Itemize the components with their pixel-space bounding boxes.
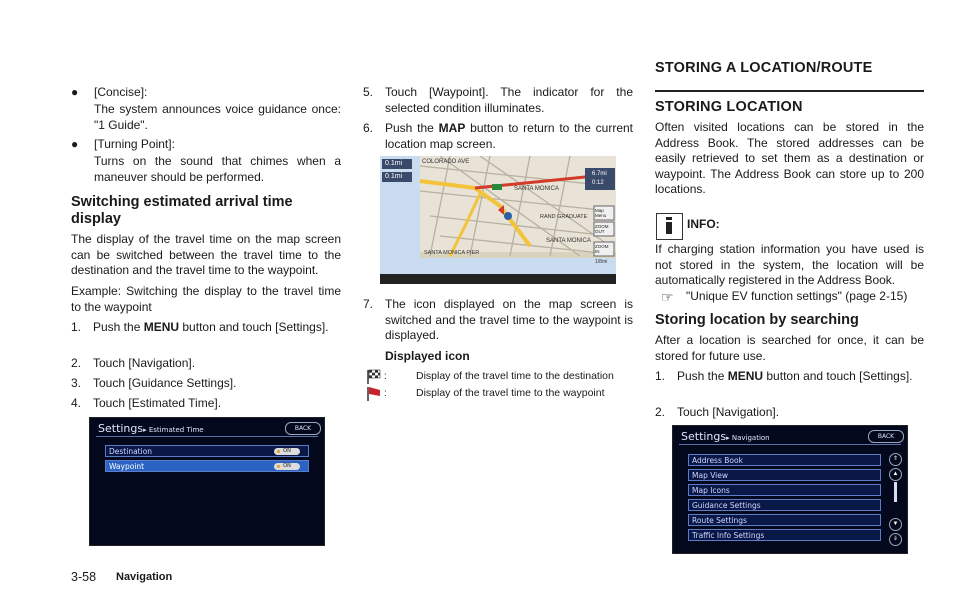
street-label: SANTA MONICA	[514, 186, 559, 192]
back-button: BACK	[868, 430, 904, 443]
street-label: SANTA MONICA PIER	[424, 250, 480, 256]
bullet-dot: ●	[71, 137, 79, 151]
step-1: Push the MENU button and touch [Settings].	[93, 320, 329, 334]
map-image	[380, 156, 616, 284]
footer-section: Navigation	[116, 571, 173, 583]
step-7: The icon displayed on the map screen is switched and the travel time to the waypoint is displayed.	[385, 297, 633, 343]
map-screenshot	[380, 156, 616, 284]
step-number: 5.	[363, 85, 374, 99]
street-label: RAND GRADUATE	[540, 214, 588, 220]
street-label: COLORADO AVE	[422, 159, 470, 165]
step-number: 1.	[655, 369, 666, 383]
distance-label: 0.1mi	[385, 173, 403, 180]
menu-row-traffic-info: Traffic Info Settings	[688, 529, 881, 541]
heading-storing-by-search: Storing location by searching	[655, 312, 859, 328]
scroll-down-icon: ▼	[889, 518, 902, 531]
scroll-bottom-icon: ⇓	[889, 533, 902, 546]
step-number: 2.	[655, 405, 666, 419]
section-title: STORING A LOCATION/ROUTE	[655, 60, 873, 76]
bullet-dot: ●	[71, 85, 79, 99]
page-number: 3-58	[71, 570, 97, 584]
colon: :	[384, 388, 387, 399]
divider	[96, 436, 318, 437]
distance-label: 0.1mi	[385, 160, 403, 167]
zoom-out-button: ZOOM OUT	[595, 224, 609, 234]
menu-keyword: MENU	[143, 320, 180, 334]
scrollbar	[894, 482, 897, 502]
checkered-flag-icon	[366, 369, 382, 385]
right-step-2: Touch [Navigation].	[677, 405, 780, 419]
eta-time: 0:12	[592, 180, 604, 186]
navigation-settings-screenshot	[672, 425, 908, 554]
menu-row-address-book: Address Book	[688, 454, 881, 466]
info-icon	[656, 213, 683, 240]
screen-title: Settings▸ Estimated Time	[98, 422, 204, 435]
menu-row-guidance-settings: Guidance Settings	[688, 499, 881, 511]
waypoint-row: Waypoint ON	[105, 460, 309, 472]
divider	[679, 444, 901, 445]
concise-label: [Concise]:	[94, 85, 148, 99]
concise-desc: The system announces voice guidance once: "1 Guide".	[94, 102, 341, 132]
step-3: Touch [Guidance Settings].	[93, 376, 237, 390]
colon: :	[384, 371, 387, 382]
turning-point-desc: Turns on the sound that chimes when a maneuver should be performed.	[94, 154, 341, 184]
back-button: BACK	[285, 422, 321, 435]
scroll-top-icon: ⇑	[889, 453, 902, 466]
destination-row: Destination ON	[105, 445, 309, 457]
storing-para: Often visited locations can be stored in the Address Book. The stored addresses can be easily retrieved to set them as a destination or waypoint. The Address Book can store up to 200 locations.	[655, 120, 924, 197]
arrival-para-1: The display of the travel time on the map screen can be switched between the travel time to the destination and the travel time to the waypoint.	[71, 232, 341, 278]
eta-distance: 6.7mi	[592, 171, 607, 177]
map-menu-button: Map Menu	[595, 208, 607, 218]
step-number: 6.	[363, 121, 374, 135]
step-4: Touch [Estimated Time].	[93, 396, 222, 410]
screen-title: Settings▸ Navigation	[681, 430, 770, 443]
menu-row-map-icons: Map Icons	[688, 484, 881, 496]
red-flag-icon	[366, 386, 382, 402]
reference-text: "Unique EV function settings" (page 2-15)	[686, 289, 908, 303]
info-text: If charging station information you have used is not stored in the system, the location will be automatically registered in the Address Book.	[655, 242, 924, 288]
arrival-para-2: Example: Switching the display to the travel time to the waypoint	[71, 284, 341, 314]
displayed-icon-heading: Displayed icon	[385, 349, 470, 363]
step-5: Touch [Waypoint]. The indicator for the selected condition illuminates.	[385, 85, 633, 115]
zoom-in-button: ZOOM IN	[595, 244, 609, 254]
info-label: INFO:	[687, 217, 720, 231]
section-rule	[655, 90, 924, 92]
step-number: 7.	[363, 297, 374, 311]
estimated-time-screenshot	[89, 417, 325, 546]
sub-title: STORING LOCATION	[655, 99, 803, 115]
icon1-desc: Display of the travel time to the destination	[416, 370, 614, 382]
scroll-up-icon: ▲	[889, 468, 902, 481]
menu-row-map-view: Map View	[688, 469, 881, 481]
map-keyword: MAP	[438, 121, 466, 135]
menu-row-route-settings: Route Settings	[688, 514, 881, 526]
icon2-desc: Display of the travel time to the waypoint	[416, 387, 605, 399]
menu-keyword: MENU	[727, 369, 764, 383]
section-heading-arrival-time: Switching estimated arrival time display	[71, 194, 293, 227]
street-label: SANTA MONICA	[546, 238, 591, 244]
map-scale: 1/8mi	[595, 259, 608, 265]
step-number: 2.	[71, 356, 82, 370]
step-number: 1.	[71, 320, 82, 334]
pointing-hand-icon: ☞	[661, 289, 674, 305]
step-number: 3.	[71, 376, 82, 390]
step-6: Push the MAP button to return to the current location map screen.	[385, 121, 633, 151]
step-number: 4.	[71, 396, 82, 410]
step-2: Touch [Navigation].	[93, 356, 196, 370]
search-para: After a location is searched for once, it can be stored for future use.	[655, 333, 924, 363]
turning-point-label: [Turning Point]:	[94, 137, 175, 151]
right-step-1: Push the MENU button and touch [Settings].	[677, 369, 913, 383]
